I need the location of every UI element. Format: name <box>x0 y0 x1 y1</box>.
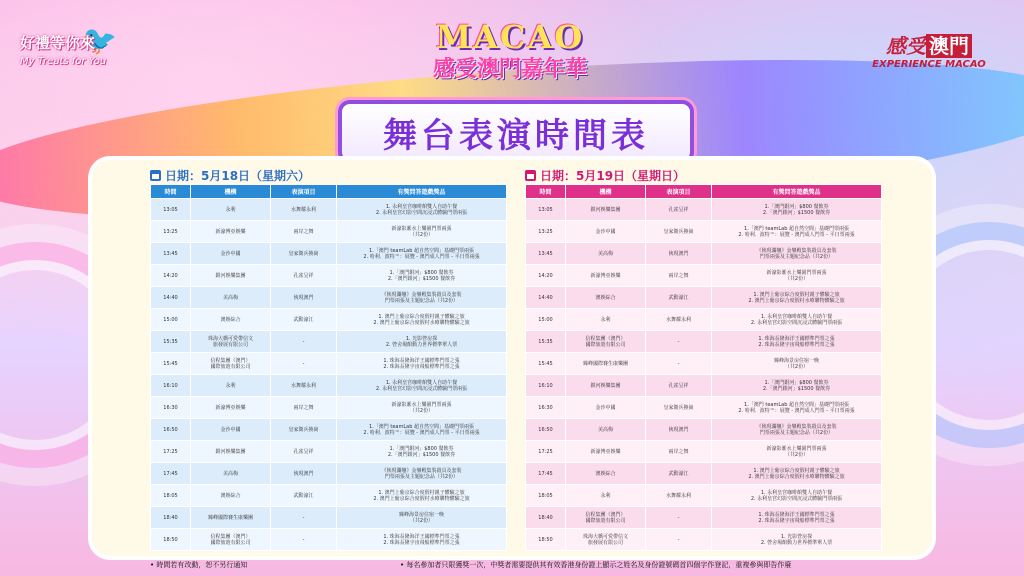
cell-org: 美高梅 <box>191 463 271 485</box>
cell-item: 皇家衛兵換崗 <box>271 419 337 441</box>
cell-org: 金沙中國 <box>191 419 271 441</box>
table-row <box>151 199 507 221</box>
cell-item: 兩岸之舞 <box>646 441 712 463</box>
table-row <box>151 375 507 397</box>
cell-prize: 《俠現瀾翹》金鑾殿集裝殺具及套裝 門票兩張及主題紀念品（共2份） <box>712 419 882 441</box>
table-row <box>526 221 882 243</box>
table-row <box>151 221 507 243</box>
right-logo-macau: 澳門 <box>926 34 972 58</box>
table-row <box>526 375 882 397</box>
cell-prize: 1. 珠海長隆海洋王國標準門票之張 2. 珠海長隆宇宙飛船標準門票之張 <box>337 529 507 551</box>
cell-prize: 1. 光影營房探 2. 營舍場館動力世界標準單人票 <box>712 529 882 551</box>
macao-carnival-logo <box>420 18 600 96</box>
cell-org: 信程集團（澳門） 國際旅遊有限公司 <box>566 331 646 353</box>
cell-item: - <box>271 529 337 551</box>
cell-item: 武動濠江 <box>646 463 712 485</box>
cell-time: 13:45 <box>526 243 566 265</box>
table-row <box>151 463 507 485</box>
left-logo-line1: 好禮等你來 <box>20 34 96 52</box>
cell-item: 兩岸之舞 <box>271 397 337 419</box>
col-header-org: 機構 <box>191 185 271 199</box>
col-header-prize: 有獎問答遊戲獎品 <box>337 185 507 199</box>
cell-prize: 新濠影滙水上樂園門票兩張 （共2份） <box>712 265 882 287</box>
cell-org: 珠海大橋可愛帶信文 旅發展有限公司 <box>566 529 646 551</box>
cell-org: 永利 <box>566 485 646 507</box>
cell-time: 14:40 <box>526 287 566 309</box>
table-row <box>151 353 507 375</box>
cell-prize: 1. 珠海長隆海洋王國標準門票之張 2. 珠海長隆宇宙飛船標準門票之張 <box>712 507 882 529</box>
table-row <box>526 331 882 353</box>
cell-item: - <box>646 331 712 353</box>
right-logo-line1 <box>854 30 1004 59</box>
table-row <box>526 397 882 419</box>
table-row <box>526 485 882 507</box>
cell-prize: 臻峰海景房住宿一晚 （共2份） <box>337 507 507 529</box>
cell-prize: 1.「澳門銀河」$800 餐飲券 2.「澳門銀河」$1500 餐飲券 <box>337 441 507 463</box>
cell-item: 水舞耀永利 <box>646 309 712 331</box>
cell-org: 臻峰國際賽生康樂團 <box>191 507 271 529</box>
cell-time: 18:50 <box>526 529 566 551</box>
table-row <box>526 507 882 529</box>
cell-time: 16:50 <box>151 419 191 441</box>
cell-time: 17:25 <box>151 441 191 463</box>
cell-org: 美高梅 <box>566 243 646 265</box>
day1-date: 日期：5月18日（星期六） <box>165 168 311 183</box>
cell-prize: 1. 澳門上葡京綜合度假村親子體驗之旅 2. 澳門上葡京綜合度假村水療購物體驗之旅 <box>712 463 882 485</box>
cell-item: 俠現澳門 <box>271 463 337 485</box>
footnote-left: • 時間若有改動，恕不另行通知 <box>150 561 248 569</box>
schedule-day2 <box>525 166 881 551</box>
cell-time: 15:45 <box>151 353 191 375</box>
experience-macao-logo <box>854 30 1004 75</box>
cell-org: 新濠博亞娛樂 <box>566 265 646 287</box>
cell-org: 信程集團（澳門） 國際旅遊有限公司 <box>191 529 271 551</box>
right-logo-feel: 感受 <box>886 34 926 58</box>
cell-time: 14:40 <box>151 287 191 309</box>
cell-time: 16:30 <box>151 397 191 419</box>
cell-org: 銀河娛樂集團 <box>191 441 271 463</box>
day2-date-header <box>525 166 881 184</box>
cell-prize: 1.「澳門銀河」$800 餐飲券 2.「澳門銀河」$1500 餐飲券 <box>337 265 507 287</box>
cell-prize: 1.「澳門 teamLab 超自然空間」基礎門票兩張 2. 哈利．波特™：展覽 - 澳門成人門票 - 平日票兩張 <box>712 221 882 243</box>
table-row <box>151 243 507 265</box>
schedule-day1 <box>150 166 506 551</box>
cell-item: 兩岸之舞 <box>646 265 712 287</box>
left-logo-line2: My Treats for You <box>20 56 107 67</box>
cell-item: 俠現澳門 <box>271 287 337 309</box>
cell-org: 金沙中國 <box>191 243 271 265</box>
col-header-time: 時間 <box>151 185 191 199</box>
calendar-icon <box>150 170 161 181</box>
day1-date-header <box>150 166 506 184</box>
cell-item: 水舞耀永利 <box>646 485 712 507</box>
cell-org: 銀河娛樂集團 <box>191 265 271 287</box>
cell-prize: 1. 澳門上葡京綜合度假村親子體驗之旅 2. 澳門上葡京綜合度假村水療購物體驗之旅 <box>712 287 882 309</box>
cell-time: 18:50 <box>151 529 191 551</box>
cell-time: 18:40 <box>151 507 191 529</box>
cell-prize: 1.「澳門 teamLab 超自然空間」基礎門票兩張 2. 哈利．波特™：展覽 - 澳門成人門票 - 平日票兩張 <box>712 397 882 419</box>
bird-mascot-icon: 🐦 <box>82 24 117 57</box>
table-row <box>526 353 882 375</box>
cell-item: - <box>271 331 337 353</box>
cell-prize: 新濠影滙水上樂園門票兩張 （共2份） <box>337 397 507 419</box>
cell-prize: 《俠現瀾翹》金鑾殿集裝殺具及套裝 門票兩張及主題紀念品（共2份） <box>337 463 507 485</box>
cell-item: - <box>646 507 712 529</box>
cell-time: 15:00 <box>151 309 191 331</box>
cell-org: 澳娛綜合 <box>566 287 646 309</box>
cell-prize: 1. 永利皇宮咖啡館雙人自助午餐 2. 永利皇宮幻影空間沉浸式體驗門票兩張 <box>337 199 507 221</box>
table-row <box>151 309 507 331</box>
table-row <box>151 441 507 463</box>
cell-time: 13:25 <box>151 221 191 243</box>
table-row <box>151 507 507 529</box>
cell-prize: 新濠影滙水上樂園門票兩張 （共2份） <box>337 221 507 243</box>
cell-org: 信程集團（澳門） 國際旅遊有限公司 <box>566 507 646 529</box>
cell-time: 17:45 <box>526 463 566 485</box>
table-row <box>526 463 882 485</box>
page-title-banner <box>338 100 694 164</box>
table-row <box>151 287 507 309</box>
table-row <box>526 243 882 265</box>
cell-time: 16:30 <box>526 397 566 419</box>
main-logo-subtitle: 感受澳門嘉年華 <box>432 57 587 82</box>
cell-time: 16:10 <box>526 375 566 397</box>
cell-time: 14:20 <box>151 265 191 287</box>
table-row <box>151 265 507 287</box>
table-row <box>526 199 882 221</box>
cell-time: 13:25 <box>526 221 566 243</box>
cell-org: 永利 <box>566 309 646 331</box>
cell-prize: 1. 光影營房探 2. 營舍場館動力世界標準單人票 <box>337 331 507 353</box>
cell-time: 18:40 <box>526 507 566 529</box>
cell-org: 新濠博亞娛樂 <box>191 397 271 419</box>
cell-time: 15:35 <box>526 331 566 353</box>
cell-time: 18:05 <box>526 485 566 507</box>
cell-org: 新濠博亞娛樂 <box>566 441 646 463</box>
cell-item: - <box>646 529 712 551</box>
cell-time: 17:25 <box>526 441 566 463</box>
table-row <box>151 419 507 441</box>
cell-org: 澳娛綜合 <box>191 485 271 507</box>
col-header-item: 表演項目 <box>271 185 337 199</box>
day2-table <box>525 184 882 551</box>
col-header-time: 時間 <box>526 185 566 199</box>
cell-time: 16:10 <box>151 375 191 397</box>
cell-org: 永利 <box>191 199 271 221</box>
cell-prize: 1. 珠海長隆海洋王國標準門票之張 2. 珠海長隆宇宙飛船標準門票之張 <box>337 353 507 375</box>
cell-time: 13:05 <box>526 199 566 221</box>
table-row <box>526 419 882 441</box>
cell-item: 孔雀呈祥 <box>646 199 712 221</box>
cell-item: 水舞耀永利 <box>271 199 337 221</box>
cell-item: 俠現澳門 <box>646 419 712 441</box>
cell-time: 17:45 <box>151 463 191 485</box>
page-title: 舞台表演時間表 <box>383 115 649 156</box>
cell-org: 澳娛綜合 <box>566 463 646 485</box>
cell-item: 皇家衛兵換崗 <box>271 243 337 265</box>
cell-prize: 1. 永利皇宮咖啡館雙人自助午餐 2. 永利皇宮幻影空間沉浸式體驗門票兩張 <box>337 375 507 397</box>
cell-org: 銀河娛樂集團 <box>566 199 646 221</box>
table-row <box>526 309 882 331</box>
table-row <box>151 529 507 551</box>
cell-prize: 1. 澳門上葡京綜合度假村親子體驗之旅 2. 澳門上葡京綜合度假村水療購物體驗之旅 <box>337 485 507 507</box>
cell-prize: 1.「澳門銀河」$800 餐飲券 2.「澳門銀河」$1500 餐飲券 <box>712 375 882 397</box>
cell-prize: 1. 永利皇宮咖啡館雙人自助午餐 2. 永利皇宮幻影空間沉浸式體驗門票兩張 <box>712 485 882 507</box>
cell-item: 孔雀呈祥 <box>646 375 712 397</box>
cell-time: 15:35 <box>151 331 191 353</box>
cell-org: 信程集團（澳門） 國際旅遊有限公司 <box>191 353 271 375</box>
cell-item: 孔雀呈祥 <box>271 441 337 463</box>
day2-date: 日期：5月19日（星期日） <box>540 168 686 183</box>
table-row <box>151 397 507 419</box>
cell-prize: 1.「澳門 teamLab 超自然空間」基礎門票兩張 2. 哈利．波特™：展覽 - 澳門成人門票 - 平日票兩張 <box>337 419 507 441</box>
col-header-item: 表演項目 <box>646 185 712 199</box>
cell-time: 15:45 <box>526 353 566 375</box>
col-header-prize: 有獎問答遊戲獎品 <box>712 185 882 199</box>
cell-time: 13:05 <box>151 199 191 221</box>
cell-org: 美高梅 <box>191 287 271 309</box>
cell-org: 銀河娛樂集團 <box>566 375 646 397</box>
right-logo-line2: EXPERIENCE MACAO <box>872 59 986 70</box>
cell-org: 臻峰國際賽生康樂團 <box>566 353 646 375</box>
cell-org: 新濠博亞娛樂 <box>191 221 271 243</box>
cell-item: - <box>271 507 337 529</box>
cell-prize: 新濠影滙水上樂園門票兩張 （共2份） <box>712 441 882 463</box>
cell-item: - <box>646 353 712 375</box>
cell-prize: 1.「澳門銀河」$800 餐飲券 2.「澳門銀河」$1500 餐飲券 <box>712 199 882 221</box>
cell-org: 澳娛綜合 <box>191 309 271 331</box>
cell-item: 水舞耀永利 <box>271 375 337 397</box>
my-treats-logo <box>20 20 130 90</box>
cell-item: 皇家衛兵換崗 <box>646 397 712 419</box>
cell-item: 武動濠江 <box>271 309 337 331</box>
cell-time: 18:05 <box>151 485 191 507</box>
cell-prize: 《俠現瀾翹》金鑾殿集裝殺具及套裝 門票兩張及主題紀念品（共2份） <box>337 287 507 309</box>
cell-item: 兩岸之舞 <box>271 221 337 243</box>
cell-org: 珠海大橋可愛帶信文 旅發展有限公司 <box>191 331 271 353</box>
cell-prize: 1. 澳門上葡京綜合度假村親子體驗之旅 2. 澳門上葡京綜合度假村水療購物體驗之旅 <box>337 309 507 331</box>
table-row <box>526 529 882 551</box>
main-logo-macao: MACAO <box>435 18 585 56</box>
day1-table <box>150 184 507 551</box>
table-row <box>526 441 882 463</box>
table-row <box>526 287 882 309</box>
cell-item: 皇家衛兵換崗 <box>646 221 712 243</box>
footnote-right: • 每名參加者只限獲獎一次，中獎者需要提供其有效香港身份證上顯示之姓名及身份證號碼首四個字作登記，重複參與即告作廢 <box>400 561 792 569</box>
cell-org: 金沙中國 <box>566 397 646 419</box>
cell-item: - <box>271 353 337 375</box>
cell-time: 15:00 <box>526 309 566 331</box>
cell-prize: 《俠現瀾翹》金鑾殿集裝殺具及套裝 門票兩張及主題紀念品（共2份） <box>712 243 882 265</box>
cell-time: 13:45 <box>151 243 191 265</box>
cell-time: 16:50 <box>526 419 566 441</box>
cell-item: 孔雀呈祥 <box>271 265 337 287</box>
cell-org: 金沙中國 <box>566 221 646 243</box>
cell-prize: 1. 永利皇宮咖啡館雙人自助午餐 2. 永利皇宮幻影空間沉浸式體驗門票兩張 <box>712 309 882 331</box>
cell-prize: 1. 珠海長隆海洋王國標準門票之張 2. 珠海長隆宇宙飛船標準門票之張 <box>712 331 882 353</box>
cell-time: 14:20 <box>526 265 566 287</box>
cell-org: 永利 <box>191 375 271 397</box>
col-header-org: 機構 <box>566 185 646 199</box>
cell-prize: 1.「澳門 teamLab 超自然空間」基礎門票兩張 2. 哈利．波特™：展覽 - 澳門成人門票 - 平日票兩張 <box>337 243 507 265</box>
cell-item: 俠現澳門 <box>646 243 712 265</box>
table-row <box>526 265 882 287</box>
table-row <box>151 331 507 353</box>
cell-org: 美高梅 <box>566 419 646 441</box>
cell-item: 武動濠江 <box>646 287 712 309</box>
table-row <box>151 485 507 507</box>
cell-prize: 臻峰海景房住宿一晚 （共2份） <box>712 353 882 375</box>
cell-item: 武動濠江 <box>271 485 337 507</box>
calendar-icon <box>525 170 536 181</box>
